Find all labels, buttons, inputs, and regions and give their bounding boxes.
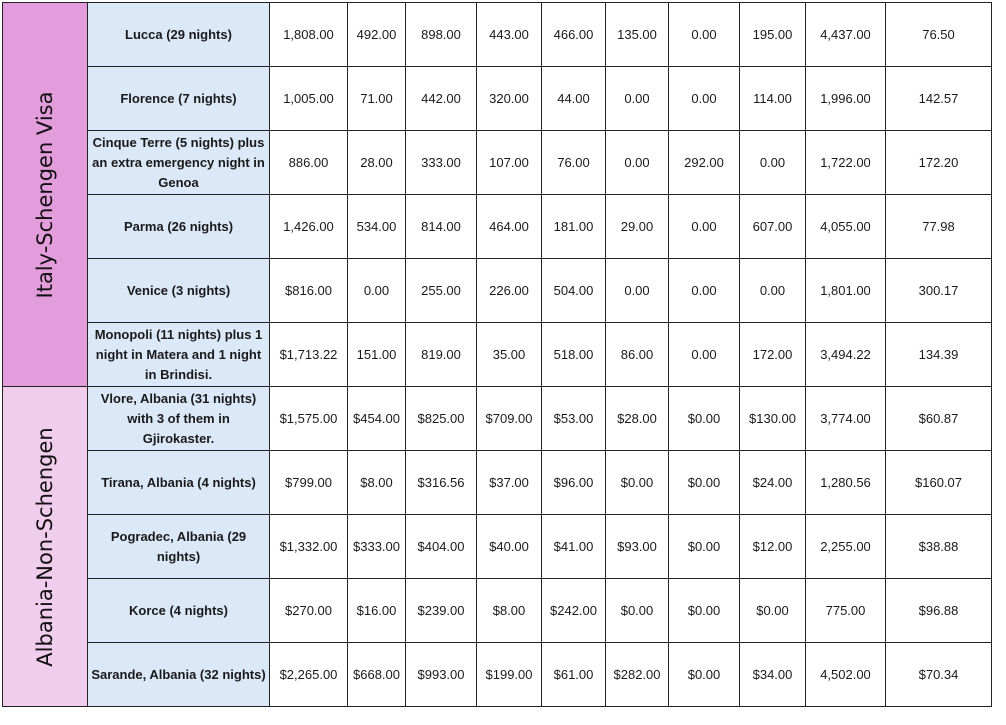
value-cell: $160.07	[886, 451, 992, 515]
value-cell: 898.00	[406, 3, 477, 67]
value-cell: $333.00	[348, 515, 406, 579]
value-cell: $93.00	[606, 515, 669, 579]
table-body	[3, 3, 992, 707]
value-cell: 504.00	[542, 259, 606, 323]
value-cell: $0.00	[606, 579, 669, 643]
place-cell: Vlore, Albania (31 nights) with 3 of them in Gjirokaster.	[88, 387, 270, 451]
value-cell: 607.00	[740, 195, 806, 259]
table-row	[3, 579, 992, 643]
value-cell: 0.00	[669, 323, 740, 387]
value-cell: 44.00	[542, 67, 606, 131]
value-cell: 71.00	[348, 67, 406, 131]
value-cell: $12.00	[740, 515, 806, 579]
value-cell: $40.00	[477, 515, 542, 579]
value-cell: $38.88	[886, 515, 992, 579]
value-cell: $404.00	[406, 515, 477, 579]
table-row	[3, 451, 992, 515]
value-cell: 300.17	[886, 259, 992, 323]
value-cell: $242.00	[542, 579, 606, 643]
value-cell: 76.50	[886, 3, 992, 67]
value-cell: $60.87	[886, 387, 992, 451]
value-cell: 0.00	[669, 3, 740, 67]
value-cell: 518.00	[542, 323, 606, 387]
table-row	[3, 643, 992, 707]
value-cell: $130.00	[740, 387, 806, 451]
value-cell: 28.00	[348, 131, 406, 195]
value-cell: 464.00	[477, 195, 542, 259]
value-cell: 107.00	[477, 131, 542, 195]
value-cell: $0.00	[669, 643, 740, 707]
value-cell: 0.00	[606, 67, 669, 131]
place-cell: Pogradec, Albania (29 nights)	[88, 515, 270, 579]
value-cell: 4,502.00	[806, 643, 886, 707]
value-cell: $709.00	[477, 387, 542, 451]
table-row	[3, 259, 992, 323]
value-cell: 77.98	[886, 195, 992, 259]
value-cell: $825.00	[406, 387, 477, 451]
table-row	[3, 323, 992, 387]
value-cell: $282.00	[606, 643, 669, 707]
table-row	[3, 195, 992, 259]
value-cell: $668.00	[348, 643, 406, 707]
value-cell: $8.00	[348, 451, 406, 515]
value-cell: $0.00	[669, 387, 740, 451]
value-cell: 3,774.00	[806, 387, 886, 451]
value-cell: $41.00	[542, 515, 606, 579]
value-cell: $1,713.22	[270, 323, 348, 387]
value-cell: 0.00	[669, 195, 740, 259]
value-cell: 775.00	[806, 579, 886, 643]
value-cell: 466.00	[542, 3, 606, 67]
value-cell: $0.00	[606, 451, 669, 515]
value-cell: 443.00	[477, 3, 542, 67]
group-label: Italy-Schengen Visa	[33, 91, 57, 298]
value-cell: 3,494.22	[806, 323, 886, 387]
value-cell: 0.00	[669, 259, 740, 323]
value-cell: $199.00	[477, 643, 542, 707]
value-cell: $96.00	[542, 451, 606, 515]
value-cell: $2,265.00	[270, 643, 348, 707]
value-cell: 320.00	[477, 67, 542, 131]
value-cell: $34.00	[740, 643, 806, 707]
value-cell: 534.00	[348, 195, 406, 259]
value-cell: 142.57	[886, 67, 992, 131]
value-cell: 1,808.00	[270, 3, 348, 67]
value-cell: 0.00	[740, 131, 806, 195]
value-cell: 135.00	[606, 3, 669, 67]
value-cell: 814.00	[406, 195, 477, 259]
value-cell: 114.00	[740, 67, 806, 131]
value-cell: 1,005.00	[270, 67, 348, 131]
group-label: Albania-Non-Schengen	[33, 426, 57, 667]
value-cell: 4,437.00	[806, 3, 886, 67]
value-cell: $24.00	[740, 451, 806, 515]
table-row	[3, 387, 992, 451]
place-cell: Florence (7 nights)	[88, 67, 270, 131]
value-cell: 0.00	[669, 67, 740, 131]
value-cell: 35.00	[477, 323, 542, 387]
value-cell: 1,280.56	[806, 451, 886, 515]
value-cell: $316.56	[406, 451, 477, 515]
value-cell: $799.00	[270, 451, 348, 515]
value-cell: 1,801.00	[806, 259, 886, 323]
value-cell: $0.00	[669, 451, 740, 515]
group-label-cell	[3, 387, 88, 707]
value-cell: 0.00	[606, 131, 669, 195]
place-cell: Lucca (29 nights)	[88, 3, 270, 67]
value-cell: 442.00	[406, 67, 477, 131]
value-cell: 0.00	[348, 259, 406, 323]
value-cell: $454.00	[348, 387, 406, 451]
table-row	[3, 67, 992, 131]
value-cell: $70.34	[886, 643, 992, 707]
value-cell: 1,996.00	[806, 67, 886, 131]
value-cell: 181.00	[542, 195, 606, 259]
value-cell: $53.00	[542, 387, 606, 451]
value-cell: $816.00	[270, 259, 348, 323]
value-cell: 151.00	[348, 323, 406, 387]
value-cell: $16.00	[348, 579, 406, 643]
group-label-cell	[3, 3, 88, 387]
value-cell: 0.00	[606, 259, 669, 323]
place-cell: Tirana, Albania (4 nights)	[88, 451, 270, 515]
value-cell: $0.00	[669, 515, 740, 579]
table-row	[3, 515, 992, 579]
value-cell: $0.00	[669, 579, 740, 643]
value-cell: $8.00	[477, 579, 542, 643]
value-cell: 819.00	[406, 323, 477, 387]
value-cell: 134.39	[886, 323, 992, 387]
value-cell: $1,332.00	[270, 515, 348, 579]
value-cell: 76.00	[542, 131, 606, 195]
travel-cost-table	[2, 2, 992, 707]
value-cell: $61.00	[542, 643, 606, 707]
value-cell: 333.00	[406, 131, 477, 195]
value-cell: $37.00	[477, 451, 542, 515]
value-cell: 1,722.00	[806, 131, 886, 195]
value-cell: 29.00	[606, 195, 669, 259]
value-cell: $270.00	[270, 579, 348, 643]
place-cell: Parma (26 nights)	[88, 195, 270, 259]
value-cell: 886.00	[270, 131, 348, 195]
place-cell: Korce (4 nights)	[88, 579, 270, 643]
value-cell: $1,575.00	[270, 387, 348, 451]
value-cell: $28.00	[606, 387, 669, 451]
value-cell: $0.00	[740, 579, 806, 643]
value-cell: 255.00	[406, 259, 477, 323]
value-cell: 292.00	[669, 131, 740, 195]
place-cell: Monopoli (11 nights) plus 1 night in Matera and 1 night in Brindisi.	[88, 323, 270, 387]
value-cell: $239.00	[406, 579, 477, 643]
value-cell: 226.00	[477, 259, 542, 323]
value-cell: 0.00	[740, 259, 806, 323]
value-cell: 195.00	[740, 3, 806, 67]
table-row	[3, 131, 992, 195]
value-cell: $993.00	[406, 643, 477, 707]
place-cell: Venice (3 nights)	[88, 259, 270, 323]
place-cell: Cinque Terre (5 nights) plus an extra emergency night in Genoa	[88, 131, 270, 195]
cost-table-container	[2, 2, 992, 707]
value-cell: 1,426.00	[270, 195, 348, 259]
table-row	[3, 3, 992, 67]
value-cell: 4,055.00	[806, 195, 886, 259]
value-cell: 86.00	[606, 323, 669, 387]
value-cell: 172.20	[886, 131, 992, 195]
value-cell: 172.00	[740, 323, 806, 387]
value-cell: $96.88	[886, 579, 992, 643]
value-cell: 492.00	[348, 3, 406, 67]
value-cell: 2,255.00	[806, 515, 886, 579]
place-cell: Sarande, Albania (32 nights)	[88, 643, 270, 707]
